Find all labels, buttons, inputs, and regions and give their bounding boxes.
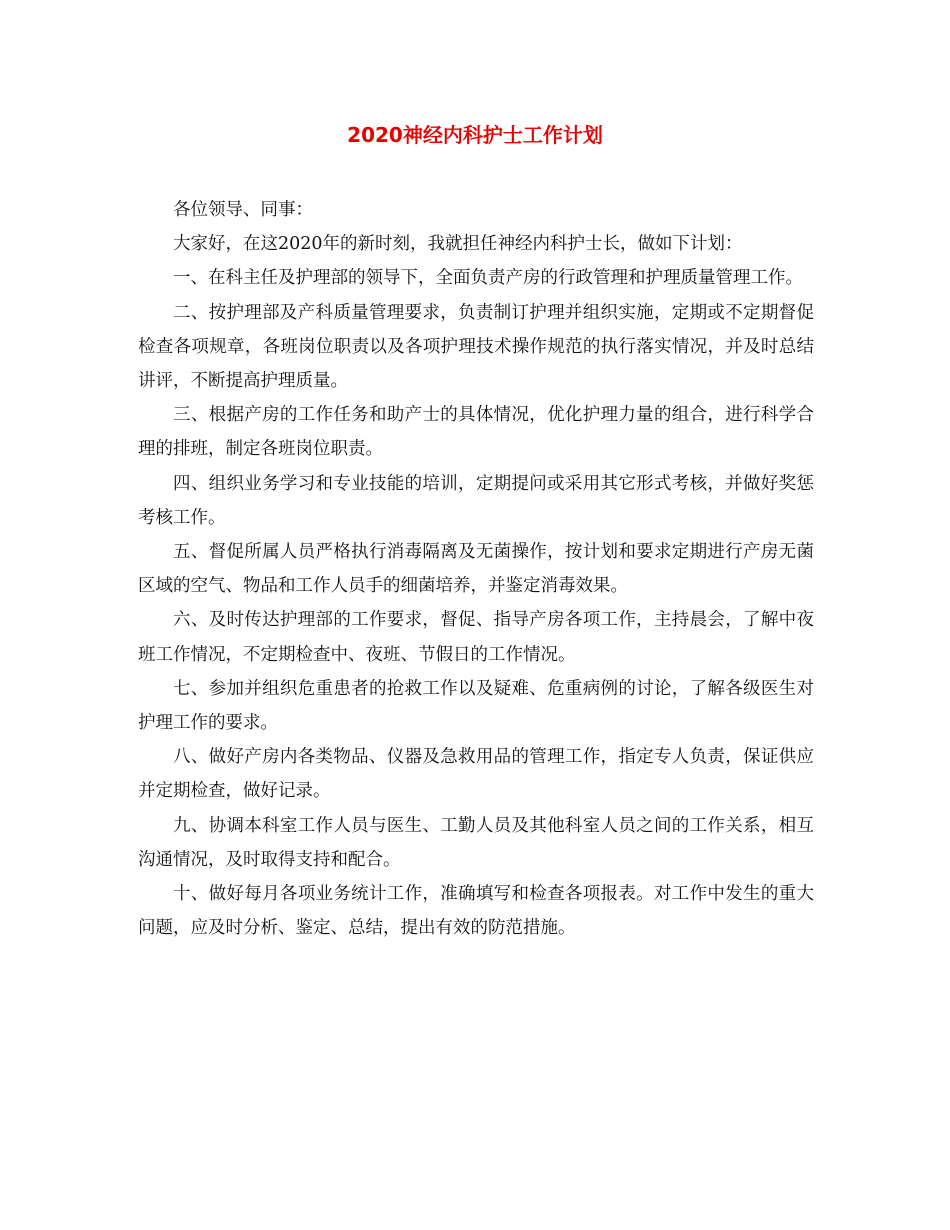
paragraph-item-8: 八、做好产房内各类物品、仪器及急救用品的管理工作，指定专人负责，保证供应并定期检查，做好记录。 [138,747,814,802]
paragraph-greeting: 各位领导、同事： [173,200,313,220]
paragraph-item-7: 七、参加并组织危重患者的抢救工作以及疑难、危重病例的讨论，了解各级医生对护理工作的要求。 [138,678,814,734]
paragraph-intro: 大家好，在这2020年的新时刻，我就担任神经内科护士长，做如下计划： [173,234,743,255]
paragraph-item-2: 二、按护理部及产科质量管理要求，负责制订护理并组织实施，定期或不定期督促检查各项规章，各班岗位职责以及各项护理技术操作规范的执行落实情况，并及时总结讲评，不断提高护理质量。 [138,302,814,392]
document-body [138,193,814,945]
paragraph-item-3: 三、根据产房的工作任务和助产士的具体情况，优化护理力量的组合，进行科学合理的排班，制定各班岗位职责。 [138,405,814,460]
paragraph-item-4: 四、组织业务学习和专业技能的培训，定期提问或采用其它形式考核，并做好奖惩考核工作。 [138,473,814,528]
paragraph-item-1: 一、在科主任及护理部的领导下，全面负责产房的行政管理和护理质量管理工作。 [173,268,803,289]
paragraph-item-9: 九、协调本科室工作人员与医生、工勤人员及其他科室人员之间的工作关系，相互沟通情况，及时取得支持和配合。 [138,815,814,870]
paragraph-item-10: 十、做好每月各项业务统计工作，准确填写和检查各项报表。对工作中发生的重大问题，应及时分析、鉴定、总结，提出有效的防范措施。 [138,884,814,939]
paragraph-item-6: 六、及时传达护理部的工作要求，督促、指导产房各项工作，主持晨会，了解中夜班工作情况，不定期检查中、夜班、节假日的工作情况。 [138,610,814,665]
paragraph-item-5: 五、督促所属人员严格执行消毒隔离及无菌操作，按计划和要求定期进行产房无菌区域的空气、物品和工作人员手的细菌培养，并鉴定消毒效果。 [138,542,814,597]
document-title: 2020神经内科护士工作计划 [347,123,603,147]
